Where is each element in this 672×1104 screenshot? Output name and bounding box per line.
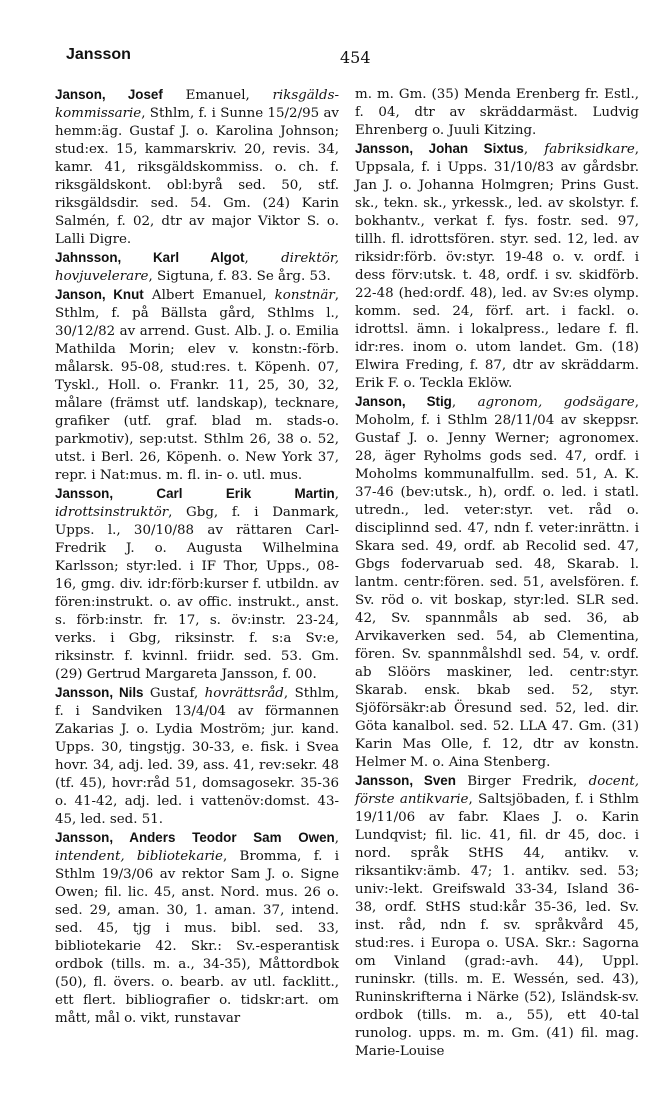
entry-name: Jansson, Sven bbox=[355, 773, 456, 788]
entry-name: Jansson, Nils bbox=[55, 685, 144, 700]
biography-entry bbox=[355, 140, 639, 393]
entry-body: , Gbg, f. i Danmark, Upps. l., 30/10/88 av rättaren Carl-Fredrik J. o. Augusta Wilhelmina Karlsson; styr:led. i IF Thor, Upps., 08-16, gmg. div. idr:förb:kurser f. utbildn. av fören:instrukt. o. av offic. instrukt., anst. s. förb:instr. fr. 17, s. öv:instr. 23-24, verks. i Gbg, riksinstr. f. s:a Sv:e, riksinstr. f. kvinnl. friidr. sed. 53. Gm. (29) Gertrud Margareta Jansson, f. 00. bbox=[55, 505, 339, 682]
entry-body: , Saltsjöbaden, f. i Sthlm 19/11/06 av fabr. Klaes J. o. Karin Lundqvist; fil. lic. 41, fil. dr 45, doc. i nord. språk StHS 44, antikv. v. riksantikv:ämb. 47; 1. antikv. sed. 53; univ:-lekt. Greifswald 33-34, Island 36-38, ordf. StHS stud:kår 35-36, led. Sv. inst. råd, ndn f. sv. språkvård 45, stud:res. i Europa o. USA. Skr.: Sagorna om Vinland (grad:-avh. 44), Uppl. runinskr. (tills. m. E. Wessén, sed. 43), Runinskrifterna i Närke (52), Isländsk-sv. ordbok (tills. m. a., 55), ett 40-tal runolog. upps. m. m. Gm. (41) fil. mag. Marie-Louise bbox=[355, 792, 639, 1059]
right-column bbox=[355, 86, 639, 1061]
entry-occupation: riksgälds-kommissarie bbox=[55, 88, 339, 121]
entry-body: m. m. Gm. (35) Menda Erenberg fr. Estl., f. 04, dtr av skräddarmäst. Ludvig Ehrenberg o. Juuli Kitzing. bbox=[355, 87, 639, 138]
entry-body: , Sthlm, f. i Sandviken 13/4/04 av förmannen Zakarias J. o. Lydia Moström; jur. kand. Upps. 30, tingstjg. 30-33, e. fisk. i Svea hovr. 34, adj. led. 39, ass. 41, rev:sekr. 48 (tf. 45), hovr:råd 51, domsagosekr. 35-36 o. 41-42, adj. led. i vattenöv:domst. 43-45, led. sed. 51. bbox=[55, 686, 339, 827]
entry-body: , Sigtuna, f. 83. Se årg. 53. bbox=[148, 269, 331, 284]
entry-name: Jansson, Anders Teodor Sam Owen bbox=[55, 830, 335, 845]
biography-entry bbox=[55, 249, 339, 286]
biography-entry bbox=[355, 393, 639, 772]
biography-entry bbox=[55, 829, 339, 1028]
biography-entry bbox=[55, 86, 339, 249]
entry-occupation: direktör, hovjuvelerare bbox=[55, 251, 340, 284]
entry-name: Janson, Stig bbox=[355, 394, 452, 409]
biography-entry bbox=[55, 684, 339, 829]
entry-body: , Moholm, f. i Sthlm 28/11/04 av skeppsr. Gustaf J. o. Jenny Werner; agronomex. 28, äger Ryholms gods sed. 47, ordf. i Moholms kommunalfullm. sed. 51, A. K. 37-46 (bev:utsk., h), ordf. o. led. i statl. utredn., led. veter:styr. vet. råd o. disciplinnd sed. 47, ndn f. veter:inrättn. i Skara sed. 49, ordf. ab Recolid sed. 47, Gbgs fodervaruab sed. 48, Skarab. l. lantm. centr:fören. sed. 51, avelsfören. f. Sv. röd o. vit boskap, styr:led. SLR sed. 42, Sv. spannmåls ab sed. 36, ab Arvikaverken sed. 54, ab Clementina, fören. Sv. spannmålshdl sed. 54, v. ordf. ab Slöörs maskiner, led. centr:styr. Skarab. ensk. bkab sed. 52, styr. Sjöförsäkr:ab Öresund sed. 52, led. dir. Göta kanalbol. sed. 52. LLA 47. Gm. (31) Karin Mas Olle, f. 12, dtr av konstn. Helmer M. o. Aina Stenberg. bbox=[355, 395, 639, 770]
entry-given-names: , bbox=[334, 831, 339, 846]
entry-name: Jansson, Johan Sixtus bbox=[355, 141, 524, 156]
entry-body: , Bromma, f. i Sthlm 19/3/06 av rektor Sam J. o. Signe Owen; fil. lic. 45, anst. Nord. mus. 26 o. sed. 29, aman. 30, 1. aman. 37, intend. sed. 45, tjg i mus. bibl. sed. 33, bibliotekarie 42. Skr.: Sv.-esperantisk ordbok (tills. m. a., 34-35), Måttordbok (50), fl. övers. o. bearb. av utl. facklitt., ett flert. bibliografier o. tidskr:art. om mått, mål o. vikt, runstavar bbox=[55, 849, 340, 1026]
entry-given-names: , bbox=[334, 487, 339, 502]
biography-entry bbox=[355, 772, 639, 1061]
entry-given-names: Birger Fredrik, bbox=[455, 774, 589, 789]
biography-entry bbox=[55, 286, 339, 485]
entry-occupation: fabriksidkare bbox=[544, 142, 635, 157]
entry-occupation: docent, förste antikvarie bbox=[355, 774, 639, 807]
entry-given-names: , bbox=[451, 395, 478, 410]
entry-given-names: , bbox=[244, 251, 282, 266]
page-number: 454 bbox=[340, 48, 371, 67]
biography-entry bbox=[355, 86, 639, 140]
entry-name: Janson, Knut bbox=[55, 287, 144, 302]
entry-occupation: agronom, godsägare bbox=[477, 395, 635, 410]
left-column bbox=[55, 86, 339, 1028]
running-head: Jansson bbox=[66, 46, 131, 63]
entry-occupation: intendent, bibliotekarie bbox=[55, 849, 223, 864]
entry-occupation: hovrättsråd bbox=[204, 686, 284, 701]
entry-name: Janson, Josef bbox=[55, 87, 163, 102]
entry-body: , Sthlm, f. i Sunne 15/2/95 av hemm:äg. Gustaf J. o. Karolina Johnson; stud:ex. 15, kammarskriv. 20, revis. 34, kamr. 41, riksgäldskommiss. o. ch. f. riksgäldskont. obl:byrå sed. 50, stf. riksgäldsdir. sed. 54. Gm. (24) Karin Salmén, f. 02, dtr av major Viktor S. o. Lalli Digre. bbox=[55, 106, 339, 247]
entry-given-names: Emanuel, bbox=[162, 88, 273, 103]
biography-entry bbox=[55, 485, 339, 684]
entry-given-names: Gustaf, bbox=[143, 686, 205, 701]
entry-given-names: Albert Emanuel, bbox=[143, 288, 275, 303]
entry-occupation: idrottsinstruktör bbox=[55, 505, 169, 520]
entry-name: Jansson, Carl Erik Martin bbox=[55, 486, 335, 501]
entry-occupation: konstnär bbox=[274, 288, 335, 303]
entry-given-names: , bbox=[523, 142, 545, 157]
entry-name: Jahnsson, Karl Algot bbox=[55, 250, 245, 265]
entry-body: , Uppsala, f. i Upps. 31/10/83 av gårdsbr. Jan J. o. Johanna Holmgren; Prins Gust. sk., tekn. sk., yrkessk., led. av skolstyr. f. bokhantv., verkat f. fys. fostr. sed. 97, tillh. fl. idrottsfören. styr. sed. 12, led. av riksidr:förb. öv:styr. 19-48 o. v. ordf. i dess förv:utsk. t. 48, ordf. i sv. skidförb. 22-48 (hed:ordf. 48), led. av Sv:es olymp. komm. sed. 24, förf. art. i fackl. o. idrottsl. ämn. i lokalpress., ledare f. fl. idr:res. inom o. utom landet. Gm. (18) Elwira Freding, f. 87, dtr av skräddarm. Erik F. o. Teckla Eklöw. bbox=[355, 142, 640, 391]
entry-body: , Sthlm, f. på Bällsta gård, Sthlms l., 30/12/82 av arrend. Gust. Alb. J. o. Emilia Mathilda Morin; elev v. konstn:-förb. målarsk. 95-08, stud:res. t. Köpenh. 07, Tyskl., Holl. o. Frankr. 11, 25, 30, 32, målare (främst utf. landskap), tecknare, grafiker (utf. graf. blad m. stads-o. parkmotiv), sep:utst. Sthlm 26, 38 o. 52, utst. i Berl. 26, Köpenh. o. New York 37, repr. i Nat:mus. m. fl. in- o. utl. mus. bbox=[55, 288, 339, 483]
